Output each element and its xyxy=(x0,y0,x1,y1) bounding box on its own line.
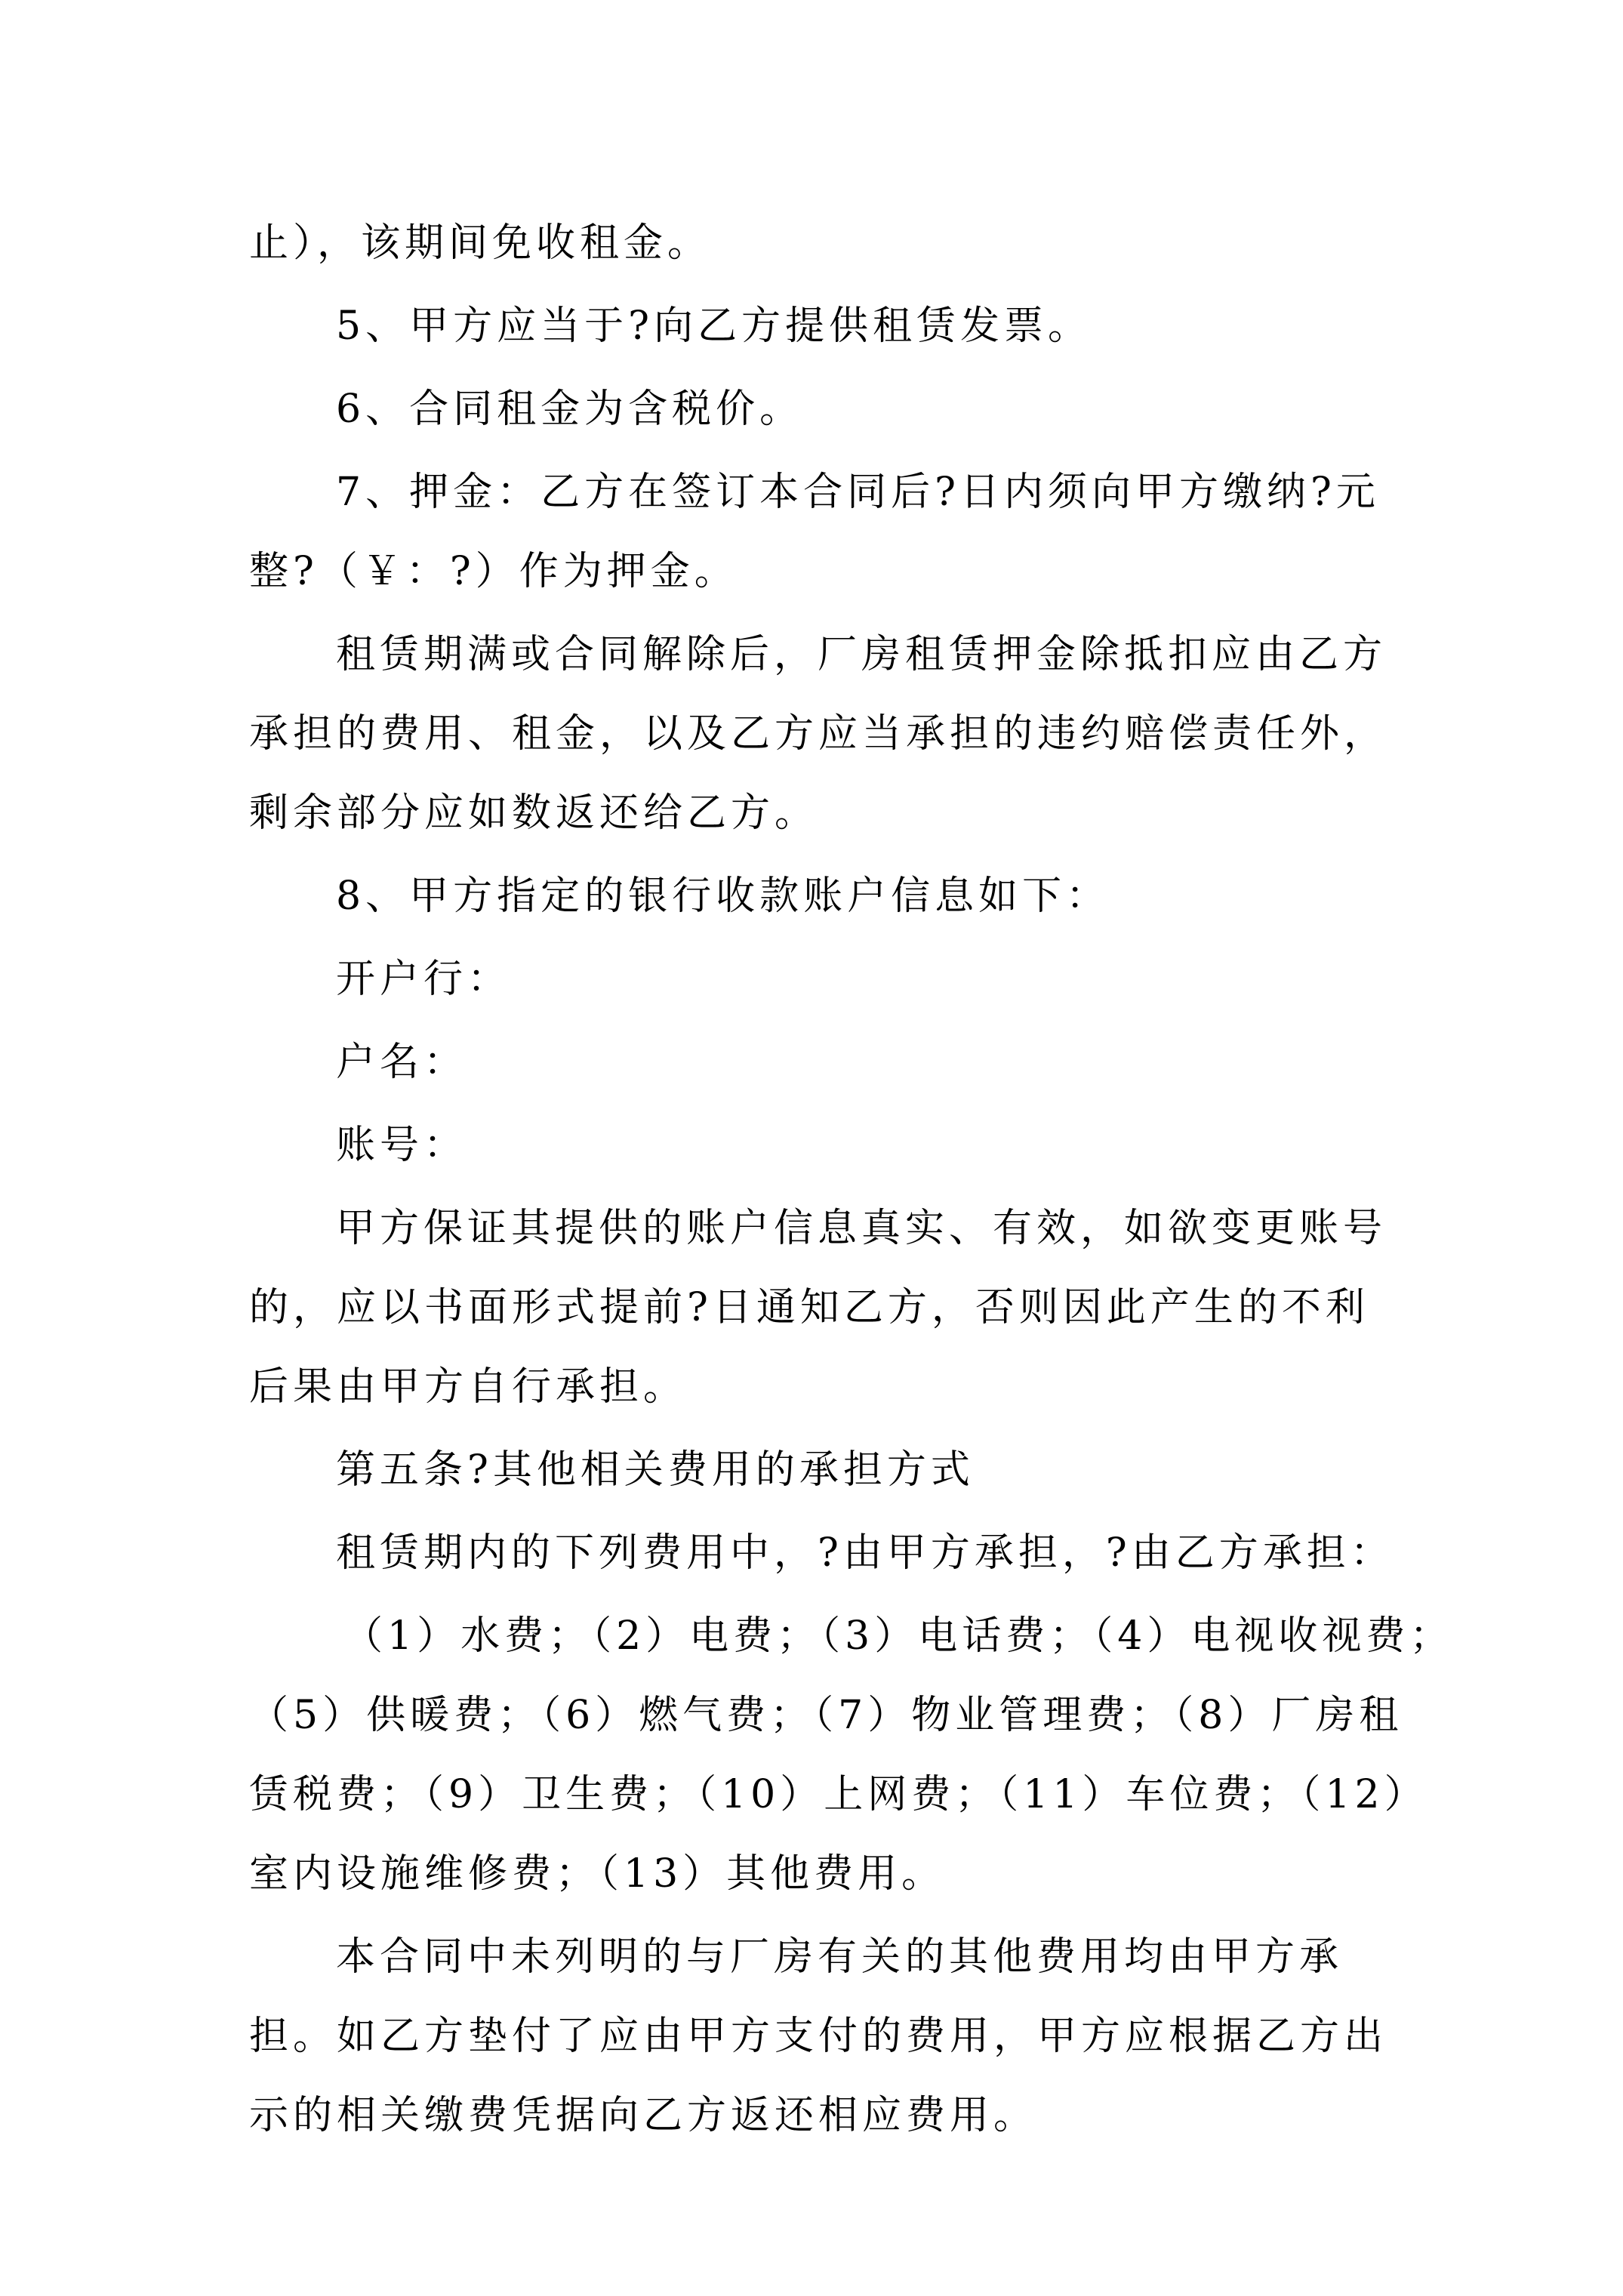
section-heading: 第五条?其他相关费用的承担方式 xyxy=(336,1447,975,1493)
text-line: 租赁期内的下列费用中，?由甲方承担，?由乙方承担： xyxy=(336,1530,1394,1576)
text-line: 账号： xyxy=(336,1123,468,1168)
text-line: 开户行： xyxy=(336,957,512,1002)
text-line: （1）水费；（2）电费；（3）电话费；（4）电视收视费； xyxy=(343,1613,1454,1659)
text-line: 本合同中未列明的与厂房有关的其他费用均由甲方承 xyxy=(336,1934,1344,1980)
text-line: 承担的费用、租金，以及乙方应当承担的违约赔偿责任外， xyxy=(249,711,1388,757)
text-line: 甲方保证其提供的账户信息真实、有效，如欲变更账号 xyxy=(336,1206,1387,1251)
text-line: 整?（￥：?）作为押金。 xyxy=(249,549,738,594)
text-line: 室内设施维修费；（13）其他费用。 xyxy=(249,1851,946,1897)
text-line: 5、甲方应当于?向乙方提供租赁发票。 xyxy=(336,304,1092,349)
text-line: 租赁期满或合同解除后，厂房租赁押金除抵扣应由乙方 xyxy=(336,632,1387,677)
text-line: 示的相关缴费凭据向乙方返还相应费用。 xyxy=(249,2093,1038,2138)
text-line: 8、甲方指定的银行收款账户信息如下： xyxy=(336,874,1110,919)
text-line: 剩余部分应如数返还给乙方。 xyxy=(249,791,819,836)
text-line: 止），该期间免收租金。 xyxy=(249,220,712,266)
text-line: 7、押金：乙方在签订本合同后?日内须向甲方缴纳?元 xyxy=(336,470,1380,515)
text-line: 6、合同租金为含税价。 xyxy=(336,387,804,432)
text-line: 赁税费；（9）卫生费；（10）上网费；（11）车位费；（12） xyxy=(249,1772,1428,1817)
text-line: 后果由甲方自行承担。 xyxy=(249,1364,688,1410)
text-line: 户名： xyxy=(336,1040,468,1085)
text-line: （5）供暖费；（6）燃气费；（7）物业管理费；（8）厂房租 xyxy=(249,1693,1403,1738)
text-line: 担。如乙方垫付了应由甲方支付的费用，甲方应根据乙方出 xyxy=(249,2014,1388,2059)
text-line: 的，应以书面形式提前?日通知乙方，否则因此产生的不利 xyxy=(249,1285,1369,1330)
